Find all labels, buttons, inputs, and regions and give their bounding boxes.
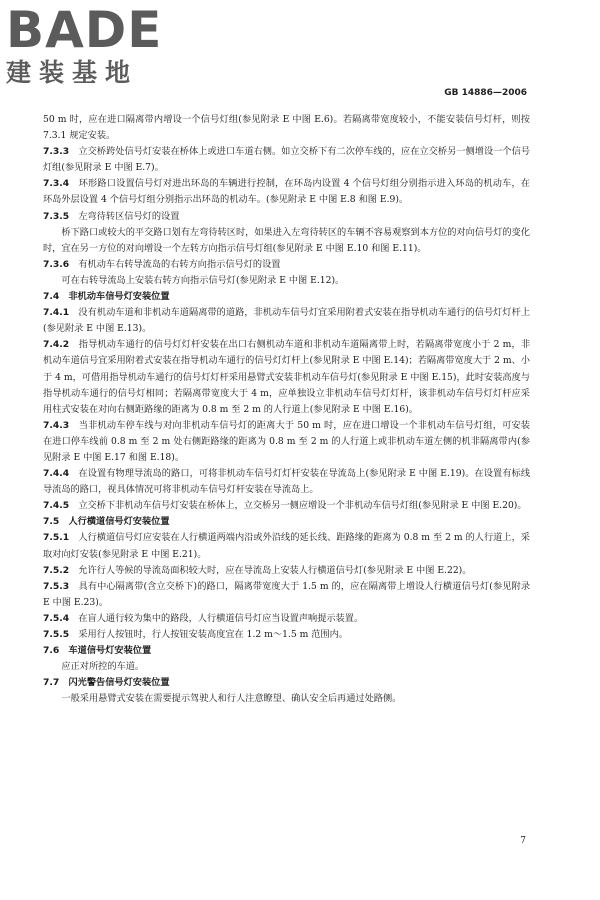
clause-title: 左弯待转区信号灯的设置: [78, 210, 180, 222]
clause-7-3-6: [43, 257, 530, 273]
clause-number: 7.4.2: [43, 339, 70, 351]
clause-7-5-4: [43, 611, 530, 627]
clause-7-4-1: [43, 305, 530, 337]
clause-7-4-5: [43, 498, 530, 514]
clause-number: 7.3.3: [43, 146, 70, 158]
standard-code: GB 14886—2006: [444, 88, 527, 98]
section-title: 闪光警告信号灯安装位置: [68, 677, 170, 689]
logo-chinese-text: 建装基地: [6, 58, 139, 87]
clause-text: 环形路口设置信号灯对进出环岛的车辆进行控制，在环岛内设置 4 个信号灯组分别指示进入环岛的机动车，在环岛外层设置 4 个信号灯组分别指示出环岛的机动车。(参见附录 E 中图 E.8 和图 E.9)。: [43, 178, 530, 206]
paragraph: 50 m 时，应在进口隔离带内增设一个信号灯组(参见附录 E 中图 E.6)。若隔离带宽度较小，不能安装信号灯杆，则按 7.3.1 规定安装。: [43, 114, 530, 142]
paragraph: 可在右转导流岛上安装右转方向指示信号灯(参见附录 E 中图 E.12)。: [61, 274, 345, 286]
clause-7-3-5: [43, 209, 530, 225]
section-number: 7.7: [43, 677, 60, 689]
paragraph: 桥下路口或较大的平交路口划有左弯待转区时，如果进入左弯待转区的车辆不容易观察到本方位的对向信号灯的变化时，宜在另一方位的对向增设一个左转方向指示信号灯组(参见附录 E 中图 E.10 和图 E.11)。: [43, 226, 530, 254]
clause-text: 当非机动车停车线与对向非机动车信号灯的距离大于 50 m 时，应在进口增设一个非机动车信号灯组，可安装在进口停车线前 0.8 m 至 2 m 处右侧距路缘的距离为 0.8 m 至 2 m 的人行道上或非机动车道左侧的机非隔离带内(参见附录 E 中图 E.17 和图 E.18)。: [43, 419, 530, 463]
clause-7-5-5: [43, 627, 530, 643]
section-title: 非机动车信号灯安装位置: [68, 291, 170, 303]
clause-title: 有机动车右转导流岛的右转方向指示信号灯的设置: [78, 258, 281, 270]
document-body: [43, 112, 530, 707]
clause-7-4-4: [43, 466, 530, 498]
section-7-6-heading: [43, 643, 530, 659]
clause-7-5-2: [43, 563, 530, 579]
clause-number: 7.4.3: [43, 419, 70, 431]
clause-7-5-1: [43, 530, 530, 562]
page-number: 7: [520, 836, 526, 846]
clause-text: 立交桥下非机动车信号灯安装在桥体上，立交桥另一侧应增设一个非机动车信号灯组(参见附录 E 中图 E.20)。: [78, 500, 527, 512]
section-number: 7.5: [43, 516, 60, 528]
clause-number: 7.3.6: [43, 258, 70, 270]
clause-text: 具有中心隔离带(含立交桥下)的路口，隔离带宽度大于 1.5 m 的，应在隔离带上增设人行横道信号灯(参见附录 E 中图 E.23)。: [43, 580, 531, 608]
clause-text: 没有机动车道和非机动车道隔离带的道路，非机动车信号灯宜采用附着式安装在指导机动车通行的信号灯灯杆上(参见附录 E 中图 E.13)。: [43, 307, 531, 335]
paragraph: 应正对所控的车道。: [61, 661, 145, 673]
clause-number: 7.4.1: [43, 307, 70, 319]
clause-7-4-2: [43, 337, 530, 417]
paragraph: 一般采用悬臂式安装在需要提示驾驶人和行人注意瞭望、确认安全后再通过处路侧。: [61, 693, 402, 705]
clause-number: 7.5.5: [43, 629, 70, 640]
clause-number: 7.5.4: [43, 612, 70, 624]
clause-7-3-3: [43, 144, 530, 176]
clause-number: 7.5.1: [43, 532, 70, 544]
clause-7-5-3: [43, 579, 530, 611]
clause-text: 允许行人等候的导流岛面积较大时，应在导流岛上安装人行横道信号灯(参见附录 E 中图 E.22)。: [78, 564, 472, 576]
clause-7-3-4: [43, 176, 530, 208]
clause-text: 指导机动车通行的信号灯灯杆安装在出口右侧机动车道和非机动车道隔离带上时，若隔离带宽度小于 2 m，非机动车道信号宜采用附着式安装在指导机动车通行的信号灯灯杆上(参见附录 E 中图 E.14)；若隔离带宽度大于 2 m、小于 4 m，可借用指导机动车通行的信号灯灯杆采用悬臂式安装非机动车信号灯(参见附录 E 中图 E.15)，此时安装高度与指导机动车通行的信号灯相同；若隔离带宽度大于 4 m，应单独设立非机动车信号灯灯杆，该非机动车信号灯灯杆应采用柱式安装在对向右侧距路缘的距离为 0.8 m 至 2 m 的人行道上(参见附录 E 中图 E.16)。: [43, 339, 531, 415]
section-7-5-heading: [43, 514, 530, 530]
clause-number: 7.4.4: [43, 468, 70, 480]
clause-text: 采用行人按钮时，行人按钮安装高度宜在 1.2 m～1.5 m 范围内。: [78, 629, 348, 640]
clause-7-4-3: [43, 418, 530, 466]
clause-text: 人行横道信号灯应安装在人行横道两端内沿或外沿线的延长线、距路缘的距离为 0.8 m 至 2 m 的人行道上，采取对向灯安装(参见附录 E 中图 E.21)。: [43, 532, 530, 560]
clause-number: 7.3.5: [43, 210, 70, 222]
section-7-7-heading: [43, 675, 530, 691]
clause-number: 7.5.3: [43, 580, 70, 592]
clause-text: 立交桥跨处信号灯安装在桥体上或进口车道右侧。如立交桥下有二次停车线的，应在立交桥另一侧增设一个信号灯组(参见附录 E 中图 E.7)。: [43, 146, 531, 174]
section-number: 7.6: [43, 645, 60, 657]
clause-text: 在盲人通行较为集中的路段，人行横道信号灯应当设置声响提示装置。: [78, 612, 364, 624]
clause-number: 7.3.4: [43, 178, 70, 190]
section-number: 7.4: [43, 291, 60, 303]
section-title: 人行横道信号灯安装位置: [68, 516, 170, 528]
clause-number: 7.5.2: [43, 564, 70, 576]
clause-number: 7.4.5: [43, 500, 70, 512]
logo-wordmark: BADE: [6, 1, 163, 59]
clause-text: 在设置有物理导流岛的路口，可将非机动车信号灯灯杆安装在导流岛上(参见附录 E 中图 E.19)。在设置有标线导流岛的路口，视具体情况可将非机动车信号灯杆安装在导流岛上。: [43, 468, 531, 496]
section-title: 车道信号灯安装位置: [68, 645, 152, 657]
section-7-4-heading: [43, 289, 530, 305]
bade-logo: [6, 1, 176, 90]
